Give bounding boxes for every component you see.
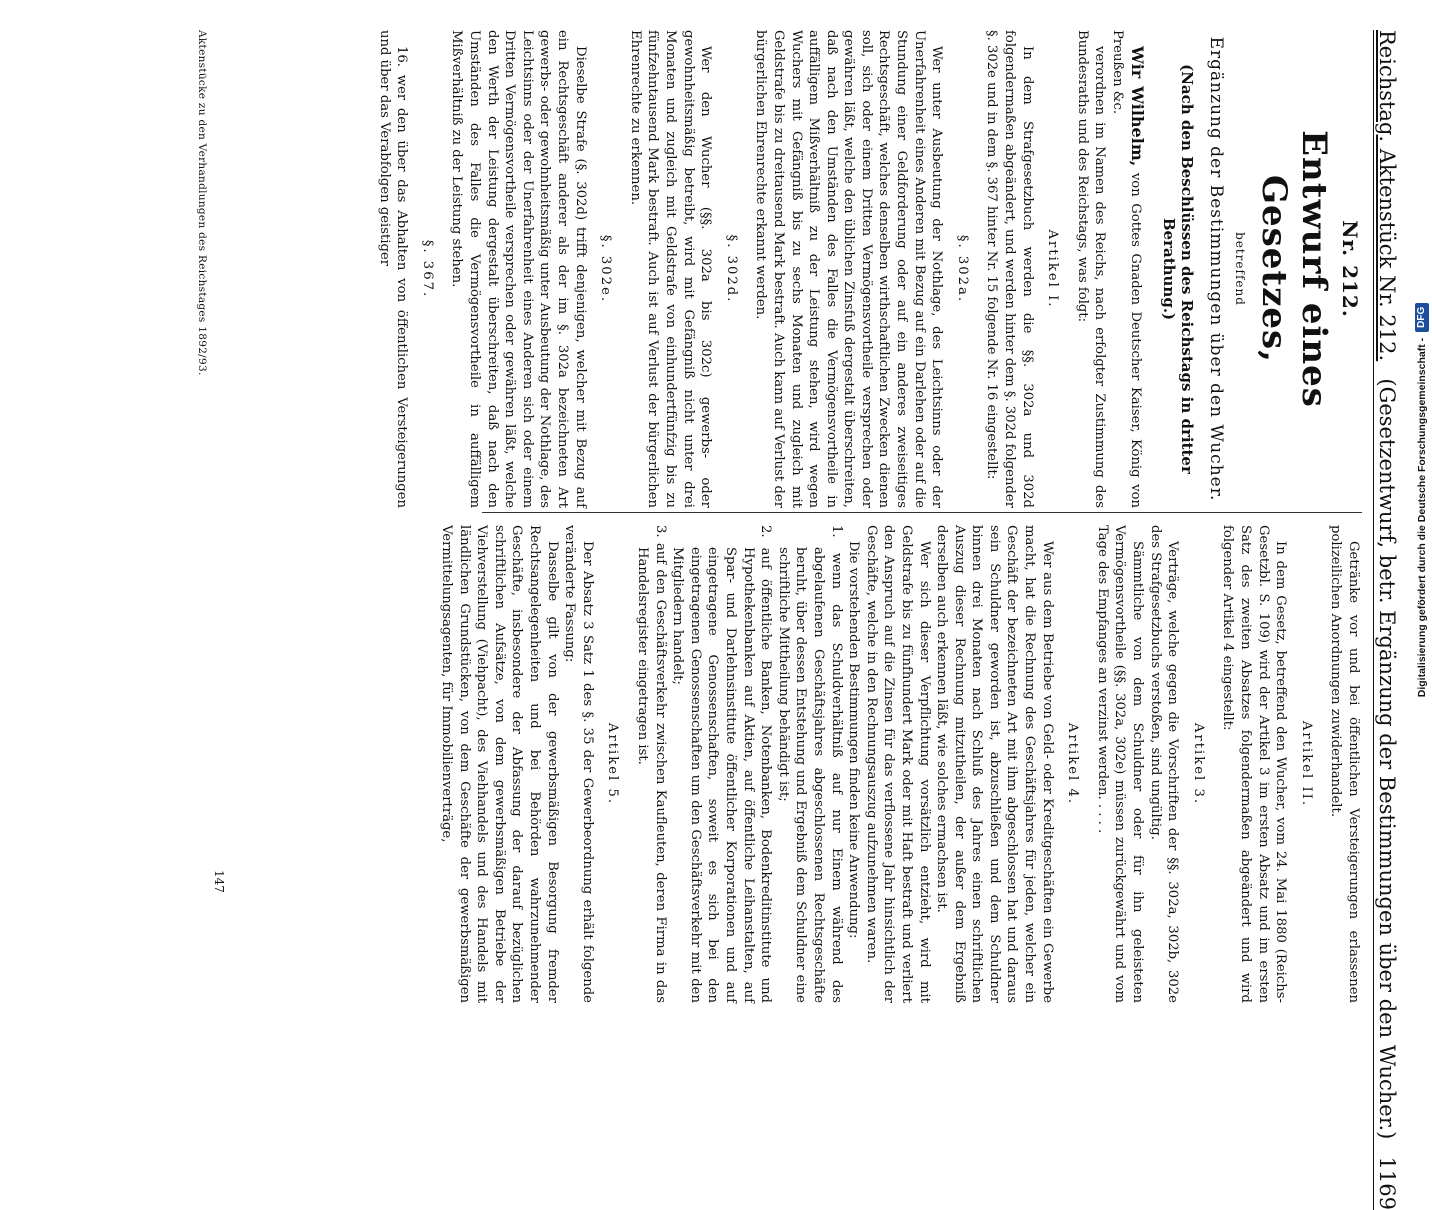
article-3-text-2: Sämmtliche von dem Schuldner oder für ihn geleisteten Vermögensvortheile (§§. 302a, 302e) müssen zurückgewährt und vom Tage des Empfanges an verzinst werden. . . . . [1094, 525, 1146, 1003]
dfg-logo: DFG [1415, 303, 1429, 332]
reading-note: (Nach den Beschlüssen des Reichstags in dritter Berathung.) [1160, 64, 1196, 474]
document-title: Entwurf eines Gesetzes, [1254, 130, 1335, 408]
preamble-text: verordnen im Namen des Reichs, nach erfolgter Zustimmung des Bundesraths und des Reichstags, was folgt: [1074, 30, 1108, 508]
article-4-heading: Artikel 4. [1065, 722, 1081, 806]
header-page-number: 1169 [1375, 1156, 1399, 1210]
betreffend-label: betreffend [1233, 232, 1248, 306]
article-3-heading: Artikel 3. [1190, 722, 1206, 806]
section-302a-heading: §. 302a. [954, 234, 970, 304]
article-3-text-1: Verträge, welche gegen die Vorschriften der §§. 302a, 302b, 302e des Strafgesetzbuchs verstoßen, sind ungültig. [1147, 525, 1181, 1003]
page-header [1373, 30, 1404, 1210]
digitization-sidebar [1412, 0, 1432, 1000]
continuation-text: Getränke vor und bei öffentlichen Versteigerungen erlassenen polizeilichen Anordnungen zuwiderhandelt. [1328, 525, 1361, 1003]
document-number: Nr. 212. [1338, 220, 1362, 318]
article-5-text-1: Der Absatz 3 Satz 1 des §. 35 der Gewerbeordnung erhält folgende veränderte Fassung: [562, 525, 595, 1003]
document-subtitle: Ergänzung der Bestimmungen über den Wucher. [1205, 36, 1226, 502]
column-divider [482, 512, 1362, 513]
section-367-text: 16. wer den über das Abhalten von öffentlichen Versteigerungen und über das Verabfolgen geistiger [376, 30, 410, 508]
article-5-heading: Artikel 5. [605, 722, 621, 806]
preamble-wilhelm: Wir Wilhelm, [1127, 46, 1147, 167]
article-2-text: In dem Gesetz, betreffend den Wucher, vom 24. Mai 1880 (Reichs-Gesetzbl. S. 109) wird der Artikel 3 im ersten Absatz und im ersten Satz des zweiten Absatzes folgendermaßen abgeändert und wird folgender Artikel 4 eingestellt: [1220, 525, 1289, 1003]
footnote: Aktenstücke zu den Verhandlungen des Reichstages 1892/93. [196, 30, 208, 376]
article-4-text-1: Wer aus dem Betriebe von Geld- oder Kreditgeschäften ein Gewerbe macht, hat die Rechnung des Geschäftsjahres für jeden, welcher ein Geschäft der bezeichneten Art mit ihm abgeschlossen hat und daraus sein Schuldner geworden ist, abzuschließen und dem Schuldner binnen drei Monaten nach Schluß des Jahres einen schriftlichen Auszug dieser Rechnung mitzutheilen, der außer dem Ergebniß derselben auch erkennen läßt, wie solches ermachsen ist. [934, 525, 1055, 1003]
right-column [438, 525, 1363, 1003]
article-4-text-2: Wer sich dieser Verpflichtung vorsätzlich entzieht, wird mit Geldstrafe bis zu fünfhundert Mark oder mit Haft bestraft und verliert den Anspruch auf die Zinsen für das verflossene Jahr hinsichtlich der Geschäfte, welche in den Rechnungsauszug aufzunehmen waren. [863, 525, 932, 1003]
sheet-mark: 147 [212, 870, 226, 893]
section-302d-text: Wer den Wucher (§§. 302a bis 302c) gewerbs- oder gewohnheitsmäßig betreibt, wird mit Gefängniß nicht unter drei Monaten und zugleich mit Geldstrafe von einhundertfünfzig bis zu fünfzehntausend Mark bestraft. Auch ist auf Verlust der bürgerlichen Ehrenrechte zu erkennen. [627, 30, 714, 508]
list-item: 1. wenn das Schuldverhältniß auf nur Einem während des abgelaufenen Geschäftsjahres abgeschlossenen Rechtsgeschäfte beruht, über dessen Entstehung und Ergebniß dem Schuldner eine schriftliche Mittheilung behändigt ist; [775, 525, 844, 1003]
section-302e-text: Dieselbe Strafe (§. 302d) trifft denjenigen, welcher mit Bezug auf ein Rechtsgeschäft anderer als der im §. 302a bezeichneten Art gewerbs- oder gewohnheitsmäßig unter Ausbeutung der Nothlage, des Leichtsinns oder der Unerfahrenheit eines Anderen sich oder einem Dritten Vermögensvortheile versprechen oder gewähren läßt, welche den Werth der Leistung dergestalt überschreiten, daß nach den Umständen des Falles die Vermögensvortheile in auffälligem Mißverhältniß zu der Leistung stehen. [449, 30, 588, 508]
article-1-heading: Artikel I. [1045, 229, 1061, 309]
section-367-heading: §. 367. [419, 239, 435, 299]
header-middle: (Gesetzentwurf, betr. Ergänzung der Bestimmungen über den Wucher.) [1375, 378, 1399, 1140]
header-left: Reichstag. Aktenstück Nr. 212. [1375, 30, 1399, 362]
article-5-text-2: Dasselbe gilt von der gewerbsmäßigen Besorgung fremder Rechtsangelegenheiten und bei Behörden wahrzunehmender Geschäfte, insbesondere der Abfassung der darauf bezüglichen schriftlichen Aufsätze, von dem gewerbsmäßigen Betriebe der Viehverstellung (Viehpacht), des Viehhandels und des Handels mit ländlichen Grundstücken, von dem Geschäfte der gewerbsmäßigen Vermittelungsagenten, für Immobilienverträge, [439, 525, 560, 1003]
digitization-credit: Digitalisierung gefördert durch die Deutsche Forschungsgemeinschaft - [1416, 337, 1428, 698]
preamble [1108, 30, 1145, 508]
list-item: 2. auf öffentliche Banken, Notenbanken, Bodenkreditinstitute und Hypothekenbanken auf Aktien, auf öffentliche Leihanstalten, auf Spar- und Darlehnsinstitute öffentlicher Korporationen und auf eingetragene Genossenschaften, soweit es sich bei den eingetragenen Genossenschaften um den Geschäftsverkehr mit den Mitgliedern handelt; [670, 525, 774, 1003]
article-2-heading: Artikel II. [1298, 720, 1314, 808]
section-302a-text: Wer unter Ausbeutung der Nothlage, des Leichtsinns oder der Unerfahrenheit eines Anderen mit Bezug auf ein Darlehen oder auf die Stundung einer Geldforderung oder auf ein anderes zweiseitiges Rechtsgeschäft, welches denselben wirthschaftlichen Zwecken dienen soll, sich oder einem Dritten Vermögensvortheile versprechen oder gewähren läßt, welche den üblichen Zinsfuß dergestalt überschreiten, daß nach den Umständen des Falles die Vermögensvortheile in auffälligem Mißverhältniß zu der Leistung stehen, wird wegen Wuchers mit Gefängniß bis zu sechs Monaten und zugleich mit Geldstrafe bis zu dreitausend Mark bestraft. Auch kann auf Verlust der bürgerlichen Ehrenrechte erkannt werden. [753, 30, 945, 508]
left-column [375, 30, 1362, 508]
section-302d-heading: §. 302d. [723, 234, 739, 304]
section-302e-heading: §. 302e. [598, 234, 614, 304]
list-item: 3. auf den Geschäftsverkehr zwischen Kaufleuten, deren Firma in das Handelsregister eingetragen ist. [635, 525, 668, 1003]
preamble-title: von Gottes Gnaden Deutscher Kaiser, König von Preußen &c. [1110, 30, 1143, 508]
article-1-text: In dem Strafgesetzbuch werden die §§. 302a und 302d folgendermaßen abgeändert, und werden hinter dem §. 302d folgender §. 302e und in dem §. 367 hinter Nr. 15 folgende Nr. 16 eingestellt: [984, 30, 1035, 508]
article-4-text-3: Die vorstehenden Bestimmungen finden keine Anwendung: [846, 541, 862, 939]
